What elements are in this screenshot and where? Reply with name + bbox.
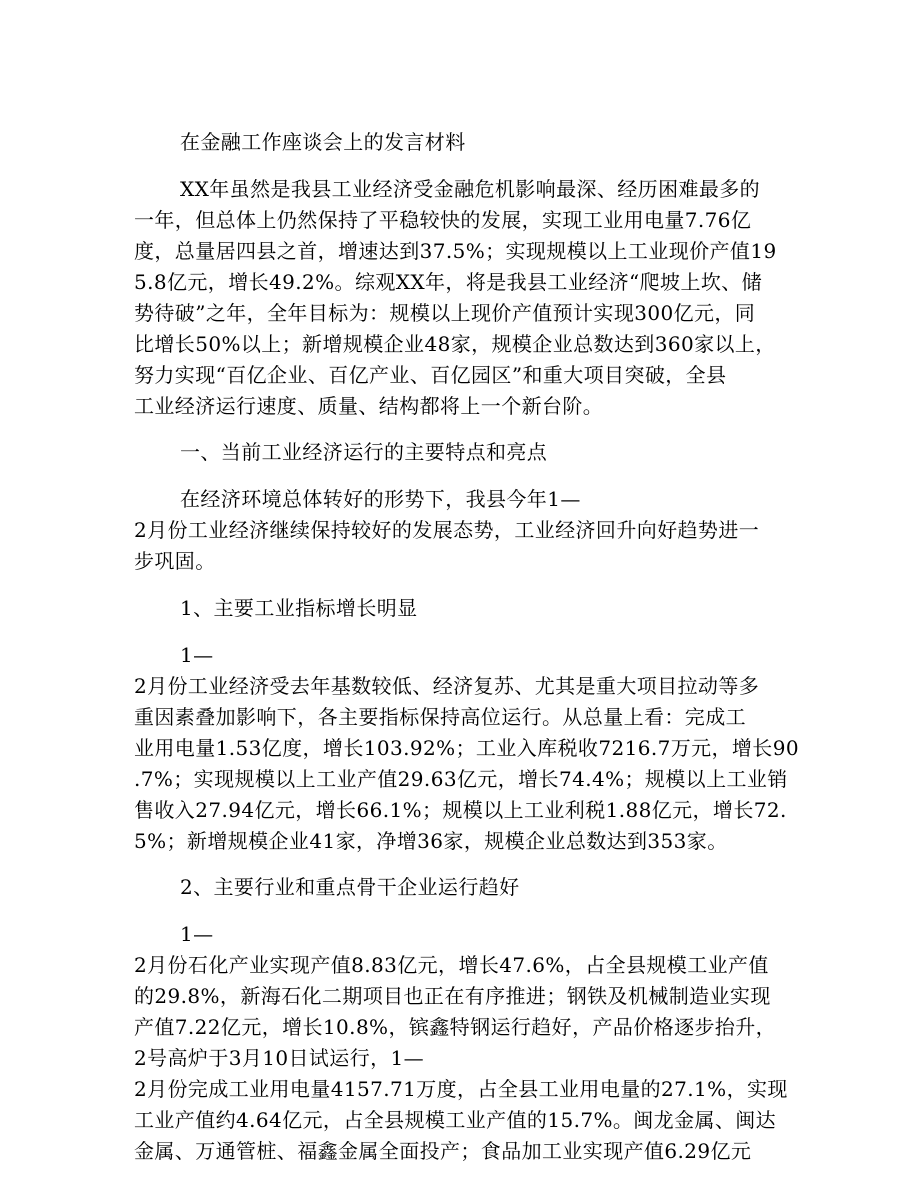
text-line: 一年，但总体上仍然保持了平稳较快的发展，实现工业用电量7.76亿 xyxy=(134,208,752,232)
text-line: 2月份石化产业实现产值8.83亿元，增长47.6%，占全县规模工业产值 xyxy=(134,953,769,977)
section-heading-3: 2、主要行业和重点骨干企业运行趋好 xyxy=(180,875,520,899)
text-line: 度，总量居四县之首，增速达到37.5%；实现规模以上工业现价产值19 xyxy=(134,239,777,263)
text-line: 售收入27.94亿元，增长66.1%；规模以上工业利税1.88亿元，增长72. xyxy=(134,798,787,822)
text-line: .7%；实现规模以上工业产值29.63亿元，增长74.4%；规模以上工业销 xyxy=(134,767,788,791)
text-line: 2月份工业经济受去年基数较低、经济复苏、尤其是重大项目拉动等多 xyxy=(134,674,760,698)
text-line: 步巩固。 xyxy=(134,549,216,573)
text-line: XX年虽然是我县工业经济受金融危机影响最深、经历困难最多的 xyxy=(180,177,761,201)
text-line: 2号高炉于3月10日试运行，1— xyxy=(134,1046,425,1070)
text-line: 比增长50%以上；新增规模企业48家，规模企业总数达到360家以上， xyxy=(134,332,776,356)
text-line: 在经济环境总体转好的形势下，我县今年1— xyxy=(180,487,581,511)
text-line: 工业经济运行速度、质量、结构都将上一个新台阶。 xyxy=(134,394,604,418)
text-line: 5%；新增规模企业41家，净增36家，规模企业总数达到353家。 xyxy=(134,829,728,853)
document-title: 在金融工作座谈会上的发言材料 xyxy=(180,130,466,154)
text-line: 1— xyxy=(180,922,214,946)
text-line: 工业产值约4.64亿元，占全县规模工业产值的15.7%。闽龙金属、闽达 xyxy=(134,1108,777,1132)
text-line: 重因素叠加影响下，各主要指标保持高位运行。从总量上看：完成工 xyxy=(134,705,746,729)
text-line: 2月份工业经济继续保持较好的发展态势，工业经济回升向好趋势进一 xyxy=(134,518,760,542)
section-heading-2: 1、主要工业指标增长明显 xyxy=(180,596,418,620)
section-heading-1: 一、当前工业经济运行的主要特点和亮点 xyxy=(180,440,548,464)
text-line: 的29.8%，新海石化二期项目也正在有序推进；钢铁及机械制造业实现 xyxy=(134,984,771,1008)
text-line: 金属、万通管桩、福鑫金属全面投产；食品加工业实现产值6.29亿元 xyxy=(134,1139,752,1163)
text-line: 产值7.22亿元，增长10.8%，镔鑫特钢运行趋好，产品价格逐步抬升， xyxy=(134,1015,777,1039)
text-line: 努力实现“百亿企业、百亿产业、百亿园区”和重大项目突破，全县 xyxy=(134,363,727,387)
text-line: 2月份完成工业用电量4157.71万度，占全县工业用电量的27.1%，实现 xyxy=(134,1077,788,1101)
text-line: 业用电量1.53亿度，增长103.92%；工业入库税收7216.7万元，增长90 xyxy=(134,736,799,760)
text-line: 5.8亿元，增长49.2%。综观XX年，将是我县工业经济“爬坡上坎、储 xyxy=(134,270,763,294)
text-line: 势待破”之年，全年目标为：规模以上现价产值预计实现300亿元，同 xyxy=(134,301,756,325)
text-line: 1— xyxy=(180,643,214,667)
